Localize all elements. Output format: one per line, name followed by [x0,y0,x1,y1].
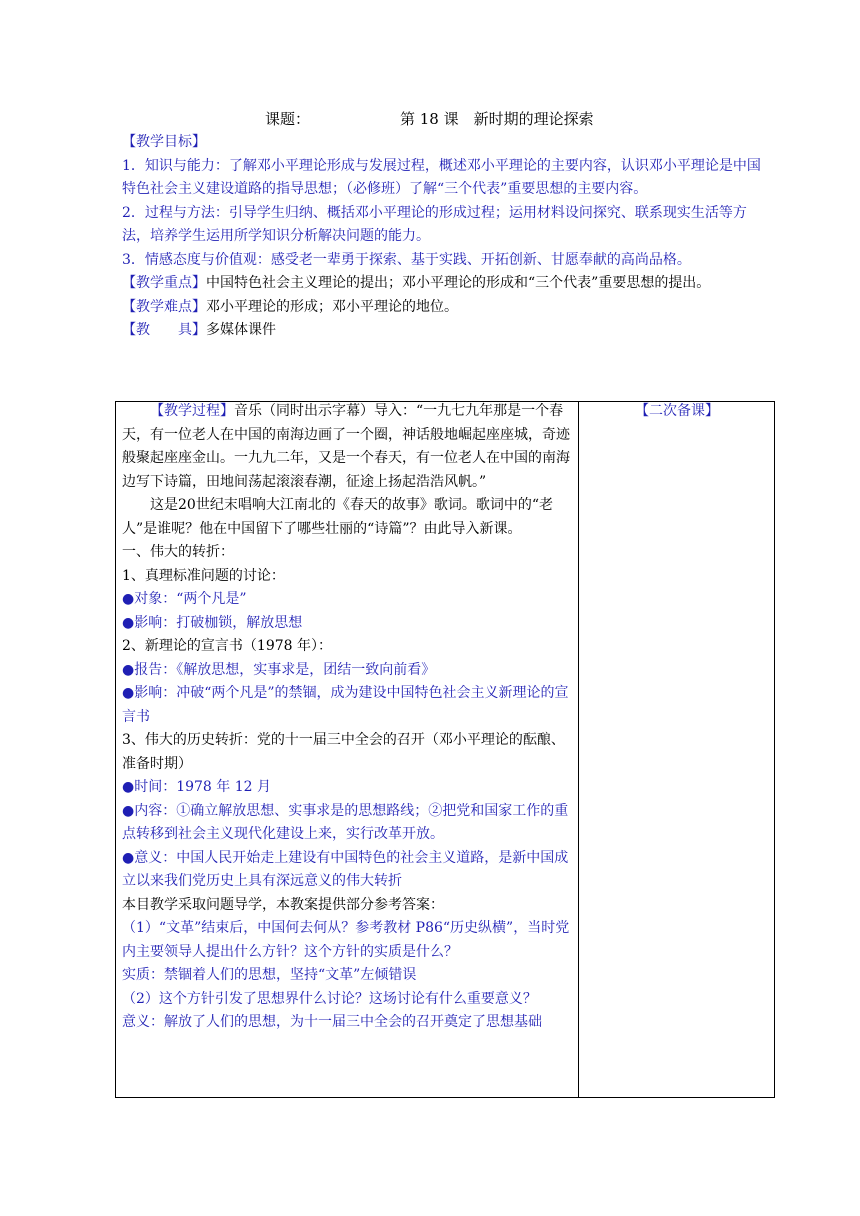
process-para2: 这是20世纪末唱响大江南北的《春天的故事》歌词。歌词中的“老人”是谁呢？他在中国留下了哪些壮丽的“诗篇”？由此导入新课。 [122,497,553,537]
title-label: 课题： [265,110,311,128]
question-1: （1）“文革”结束后，中国何去何从？参考教材 P86“历史纵横”，当时党内主要领导人提出什么方针？这个方针的实质是什么？ [122,920,570,960]
teaching-tools [122,319,770,343]
item-2: 2、新理论的宣言书（1978 年）： [122,638,332,654]
difficulty-label: 【教学难点】 [122,298,206,315]
difficult-points [122,296,770,320]
item-3-b: ●内容：①确立解放思想、实事求是的思想路线；②把党和国家工作的重点转移到社会主义现代化建设上来，实行改革开放。 [122,802,569,842]
item-2-b: ●影响：冲破“两个凡是”的禁锢，成为建设中国特色社会主义新理论的宣言书 [122,685,569,725]
secondary-prep-heading: 【二次备课】 [635,403,719,419]
difficulty-text: 邓小平理论的形成；邓小平理论的地位。 [206,298,458,315]
question-2: （2）这个方针引发了思想界什么讨论？这场讨论有什么重要意义？ [122,990,537,1007]
item-2-a: ●报告：《解放思想，实事求是，团结一致向前看》 [122,661,436,678]
goal-2: 2．过程与方法：引导学生归纳、概括邓小平理论的形成过程；运用材料设问探究、联系现实生活等方法，培养学生运用所学知识分析解决问题的能力。 [122,204,747,244]
process-intro-text: 音乐（同时出示字幕）导入：“一九七九年那是一个春天，有一位老人在中国的南海边画了一个圈，神话般地崛起座座城，奇迹般聚起座座金山。一九九二年，又是一个春天，有一位老人在中国的南海边写下诗篇，田地间荡起滚滚春潮，征途上扬起浩浩风帆。” [122,403,570,490]
title-text: 第 18 课 新时期的理论探索 [400,110,594,128]
key-text: 中国特色社会主义理论的提出；邓小平理论的形成和“三个代表”重要思想的提出。 [206,275,711,291]
answer-2: 意义：解放了人们的思想，为十一届三中全会的召开奠定了思想基础 [122,1014,542,1030]
key-points [122,272,770,296]
item-3-c: ●意义：中国人民开始走上建设有中国特色的社会主义道路，是新中国成立以来我们党历史上具有深远意义的伟大转折 [122,849,569,889]
lesson-header [122,131,770,343]
item-1: 1、真理标准问题的讨论： [122,567,285,584]
answer-1: 实质：禁锢着人们的思想，坚持“文革”左倾错误 [122,967,417,983]
process-intro [122,400,574,494]
tools-text: 多媒体课件 [206,322,276,338]
item-1-b: ●影响：打破枷锁，解放思想 [122,614,303,631]
section-1-heading: 一、伟大的转折： [122,544,234,560]
goal-3: 3．情感态度与价值观：感受老一辈勇于探索、基于实践、开拓创新、甘愿奉献的高尚品格。 [122,251,691,268]
lesson-title [115,108,775,130]
item-1-a: ●对象：“两个凡是” [122,591,247,607]
teaching-process-cell [122,400,574,1035]
item-3: 3、伟大的历史转折：党的十一届三中全会的召开（邓小平理论的酝酿、准备时期） [122,732,565,772]
table-column-divider [578,401,579,1098]
goal-1: 1．知识与能力：了解邓小平理论形成与发展过程，概述邓小平理论的主要内容，认识邓小平理论是中国特色社会主义建设道路的指导思想；（必修班）了解“三个代表”重要思想的主要内容。 [122,157,761,197]
key-label: 【教学重点】 [122,275,206,291]
item-3-a: ●时间：1978 年 12 月 [122,779,272,795]
goals-heading: 【教学目标】 [122,134,206,150]
secondary-prep-cell [579,400,775,424]
process-label: 【教学过程】 [150,403,234,419]
teaching-note: 本目教学采取问题导学，本教案提供部分参考答案： [122,896,444,913]
tools-label: 【教 具】 [122,322,206,338]
